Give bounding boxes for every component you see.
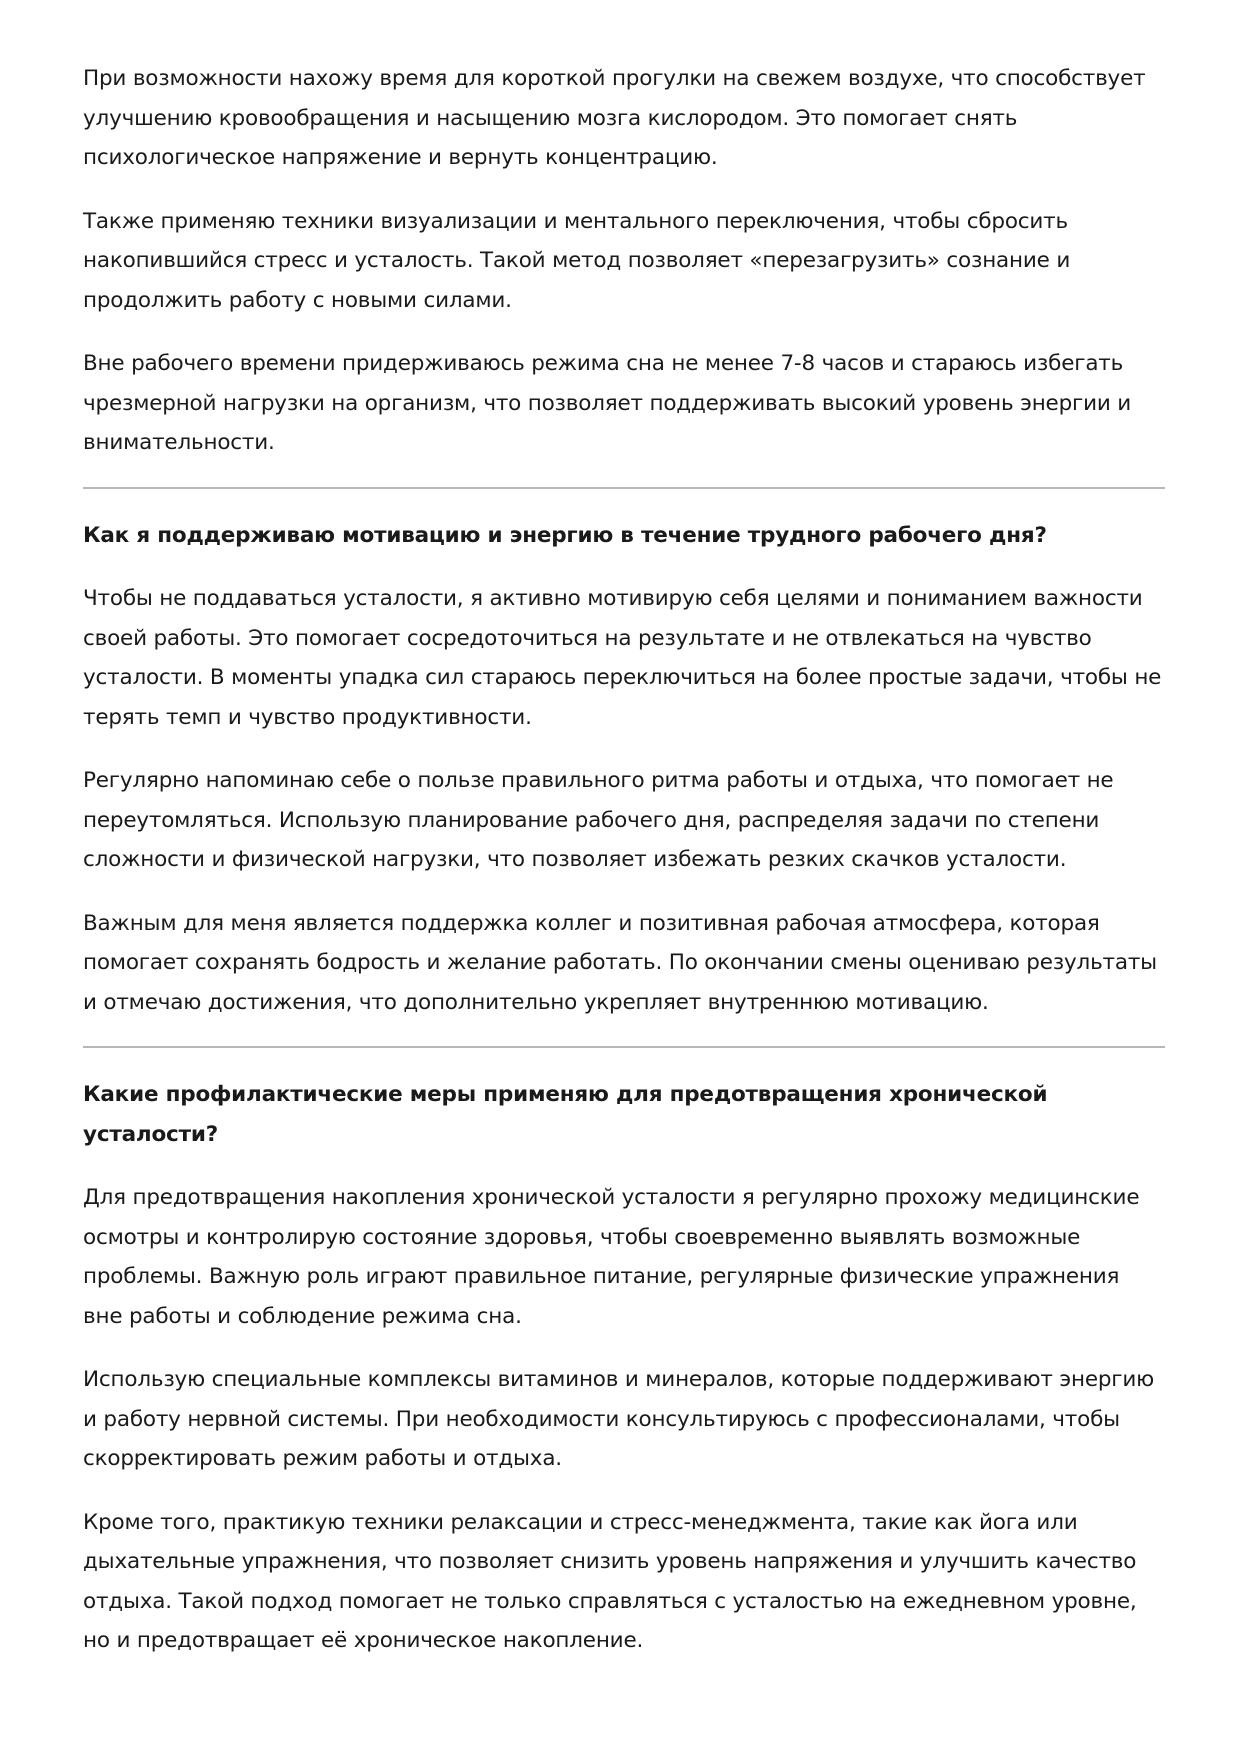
paragraph: Кроме того, практикую техники релаксации и стресс-менеджмента, такие как йога или дыхательные упражнения, что позволяет снизить уровень напряжения и улучшить качество отдыха. Такой подход помогает не только справляться с усталостью на ежедневном уровне, но и предотвращает её хроническое накопление. bbox=[83, 1509, 1137, 1653]
faq-section bbox=[83, 516, 1165, 1023]
paragraph: Вне рабочего времени придерживаюсь режима сна не менее 7-8 часов и стараюсь избегать чрезмерной нагрузки на организм, что позволяет поддерживать высокий уровень энергии и внимательности. bbox=[83, 351, 1132, 455]
section-question: Какие профилактические меры применяю для предотвращения хронической усталости? bbox=[83, 1082, 1048, 1147]
paragraph: При возможности нахожу время для короткой прогулки на свежем воздухе, что способствует улучшению кровообращения и насыщению мозга кислородом. Это помогает снять психологическое напряжение и вернуть концентрацию. bbox=[83, 66, 1146, 170]
paragraph: Регулярно напоминаю себе о пользе правильного ритма работы и отдыха, что помогает не переутомляться. Использую планирование рабочего дня, распределяя задачи по степени сложности и физической нагрузки, что позволяет избежать резких скачков усталости. bbox=[83, 768, 1114, 872]
section-divider bbox=[83, 1046, 1165, 1048]
paragraph: Использую специальные комплексы витаминов и минералов, которые поддерживают энергию и работу нервной системы. При необходимости консультируюсь с профессионалами, чтобы скорректировать режим работы и отдыха. bbox=[83, 1367, 1155, 1471]
section-question: Как я поддерживаю мотивацию и энергию в течение трудного рабочего дня? bbox=[83, 522, 1047, 548]
document-page bbox=[83, 59, 1165, 1685]
paragraph: Для предотвращения накопления хронической усталости я регулярно прохожу медицинские осмотры и контролирую состояние здоровья, чтобы своевременно выявлять возможные проблемы. Важную роль играют правильное питание, регулярные физические упражнения вне работы и соблюдение режима сна. bbox=[83, 1185, 1140, 1329]
paragraph: Также применяю техники визуализации и ментального переключения, чтобы сбросить накопившийся стресс и усталость. Такой метод позволяет «перезагрузить» сознание и продолжить работу с новыми силами. bbox=[83, 208, 1071, 313]
paragraph: Важным для меня является поддержка коллег и позитивная рабочая атмосфера, которая помогает сохранять бодрость и желание работать. По окончании смены оцениваю результаты и отмечаю достижения, что дополнительно укрепляет внутреннюю мотивацию. bbox=[83, 910, 1157, 1015]
section-divider bbox=[83, 487, 1165, 489]
paragraph: Чтобы не поддаваться усталости, я активно мотивирую себя целями и пониманием важности своей работы. Это помогает сосредоточиться на результате и не отвлекаться на чувство усталости. В моменты упадка сил стараюсь переключиться на более простые задачи, чтобы не терять темп и чувство продуктивности. bbox=[83, 586, 1162, 730]
faq-section bbox=[83, 1075, 1165, 1661]
